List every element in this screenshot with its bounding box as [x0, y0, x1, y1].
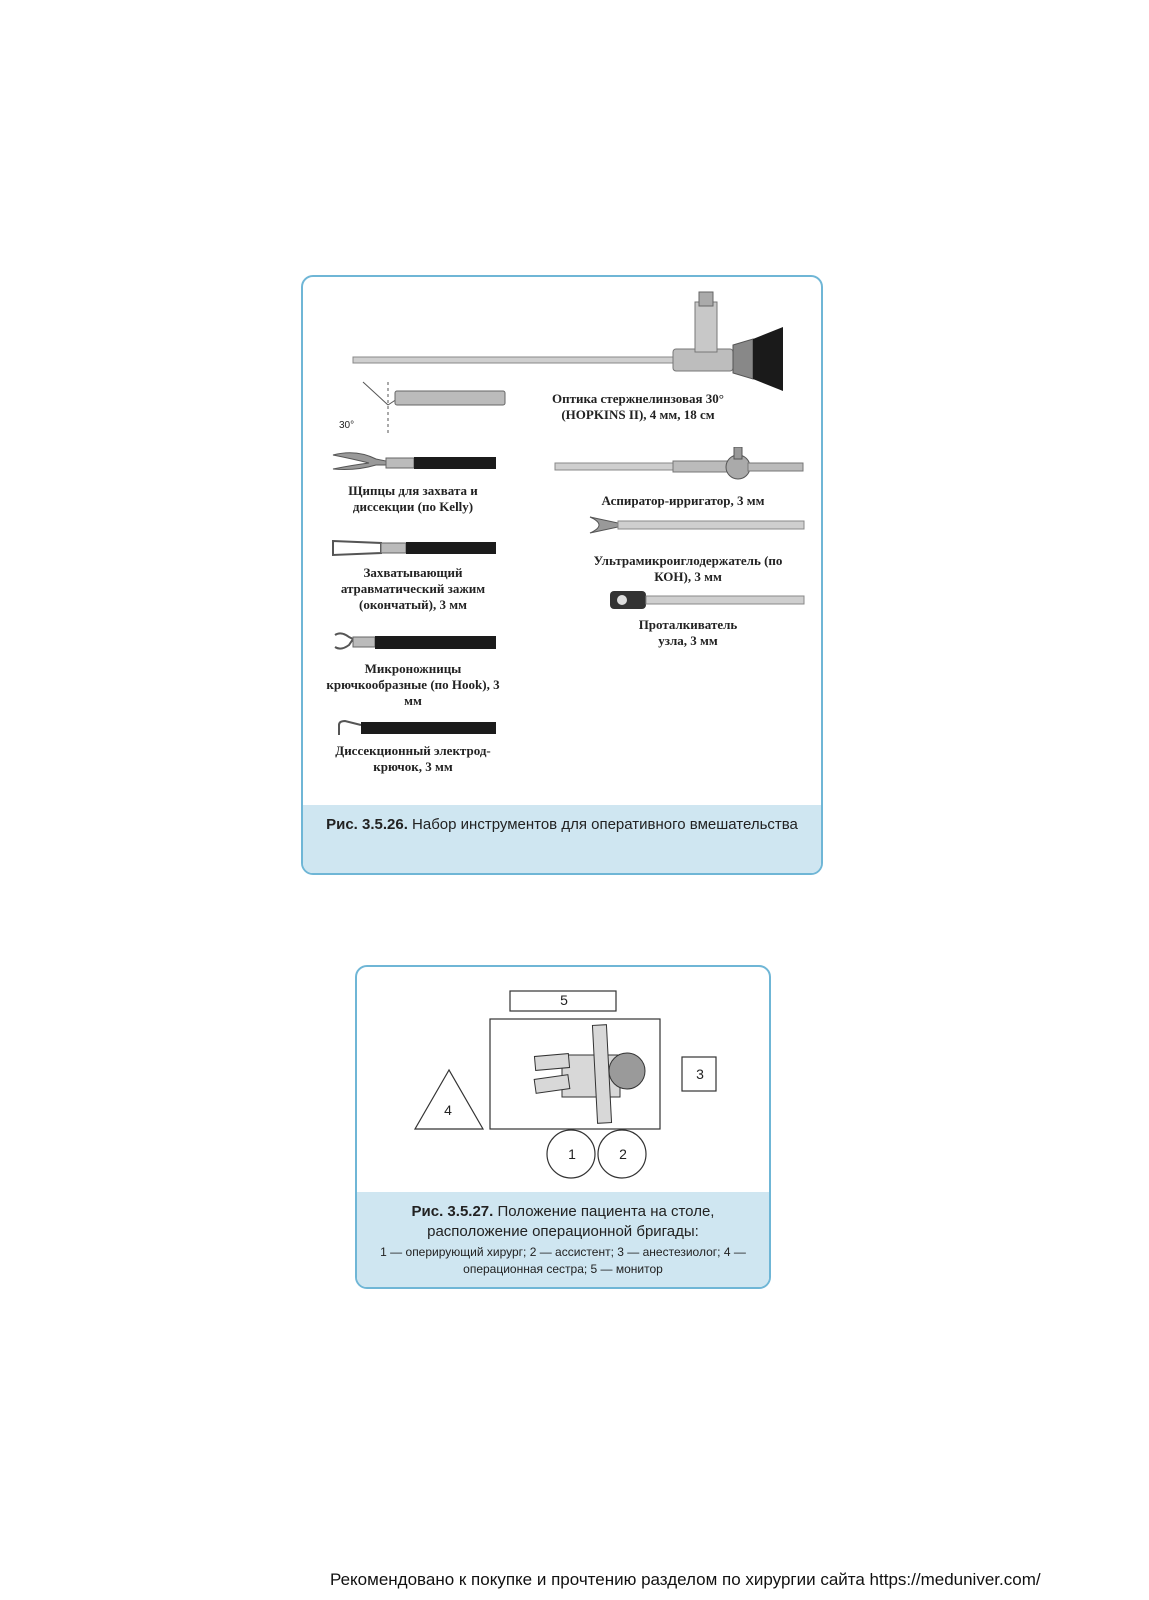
- electrode-hook-icon: [331, 717, 501, 741]
- kelly-label: Щипцы для захвата и диссекции (по Kelly): [348, 483, 478, 514]
- assistant-number: 2: [619, 1146, 627, 1162]
- figure-team-layout: [355, 965, 771, 1289]
- figure2-caption-text: Положение пациента на столе, расположение операционной бригады:: [427, 1203, 715, 1240]
- angle-label: 30°: [339, 420, 355, 431]
- atraumatic-clamp-icon: [331, 535, 501, 561]
- figure1-caption-text: Набор инструментов для оперативного вмешательства: [407, 816, 798, 833]
- needle-holder-icon: [588, 513, 808, 537]
- knot-pusher-label: Проталкиватель узла, 3 мм: [638, 617, 738, 648]
- aspirator-label: Аспиратор-ирригатор, 3 мм: [601, 493, 765, 508]
- nurse-number: 4: [444, 1102, 452, 1118]
- footer-recommendation: Рекомендовано к покупке и прочтению разделом по хирургии сайта https://meduniver.com/: [330, 1570, 1041, 1589]
- figure1-caption: [303, 805, 821, 873]
- monitor-number: 5: [560, 992, 568, 1008]
- figure1-caption-number: Рис. 3.5.26.: [326, 816, 408, 833]
- optics-tip-angle: [333, 377, 513, 437]
- knot-pusher-icon: [608, 589, 808, 611]
- needle-holder-label: Ультрамикроиглодержатель (по КОН), 3 мм: [593, 553, 783, 584]
- hook-scissors-icon: [331, 629, 501, 655]
- atraumatic-label: Захватывающий атравматический зажим (окончатый), 3 мм: [340, 565, 486, 612]
- figure2-caption: [357, 1192, 769, 1287]
- figure2-legend: 1 — оперирующий хирург; 2 — ассистент; 3 — анестезиолог; 4 — операционная сестра; 5 — монитор: [380, 1245, 746, 1276]
- optics-label: Оптика стержнелинзовая 30° (HOPKINS II), 4 мм, 18 см: [552, 391, 724, 422]
- hook-scissors-label: Микроножницы крючкообразные (по Hook), 3 мм: [326, 661, 500, 708]
- kelly-forceps-icon: [331, 447, 501, 477]
- aspirator-irrigator-icon: [553, 447, 813, 487]
- figure-instruments: [301, 275, 823, 875]
- figure2-caption-number: Рис. 3.5.27.: [411, 1203, 494, 1220]
- anesthesiologist-number: 3: [696, 1066, 704, 1082]
- electrode-label: Диссекционный электрод-крючок, 3 мм: [335, 743, 491, 774]
- surgeon-number: 1: [568, 1146, 576, 1162]
